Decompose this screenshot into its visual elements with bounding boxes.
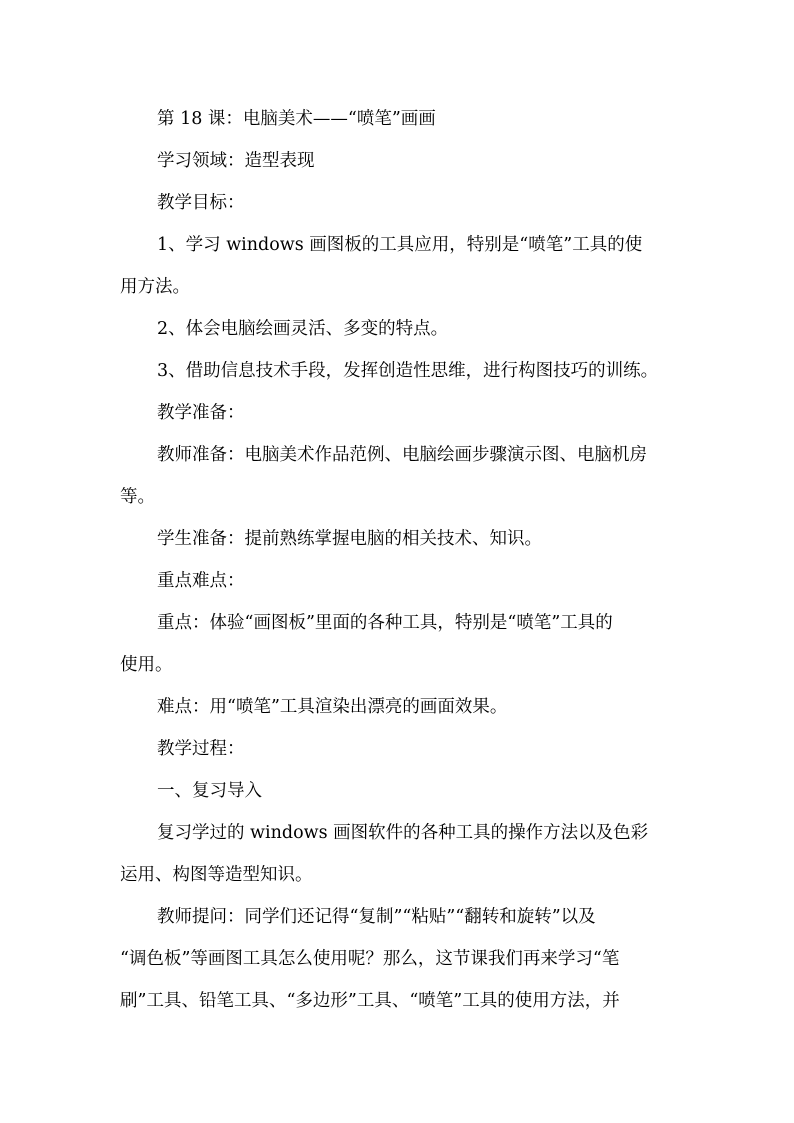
teacher-preparation-line-1: 教师准备：电脑美术作品范例、电脑绘画步骤演示图、电脑机房: [157, 445, 647, 465]
heading-key-difficult-points: 重点难点：: [157, 571, 245, 591]
goal-1-line-1: 1、学习 windows 画图板的工具应用，特别是“喷笔”工具的使: [157, 235, 643, 255]
heading-teaching-process: 教学过程：: [157, 739, 245, 759]
review-line-2: 运用、构图等造型知识。: [120, 865, 313, 885]
lesson-title: 第 18 课：电脑美术——“喷笔”画画: [157, 109, 436, 129]
goal-2: 2、体会电脑绘画灵活、多变的特点。: [157, 319, 449, 339]
teacher-question-line-3: 刷”工具、铅笔工具、“多边形”工具、“喷笔”工具的使用方法，并: [120, 991, 620, 1011]
heading-teaching-preparation: 教学准备：: [157, 403, 245, 423]
teacher-question-line-2: “调色板”等画图工具怎么使用呢？那么，这节课我们再来学习“笔: [120, 949, 620, 969]
heading-teaching-goals: 教学目标：: [157, 193, 245, 213]
student-preparation: 学生准备：提前熟练掌握电脑的相关技术、知识。: [157, 529, 542, 549]
goal-3: 3、借助信息技术手段，发挥创造性思维，进行构图技巧的训练。: [157, 361, 659, 381]
goal-1-line-2: 用方法。: [120, 277, 190, 297]
difficult-point: 难点：用“喷笔”工具渲染出漂亮的画面效果。: [157, 697, 508, 717]
teacher-preparation-line-2: 等。: [120, 487, 155, 507]
review-line-1: 复习学过的 windows 画图软件的各种工具的操作方法以及色彩: [157, 823, 649, 843]
key-point-line-1: 重点：体验“画图板”里面的各种工具，特别是“喷笔”工具的: [157, 613, 613, 633]
learning-area: 学习领域：造型表现: [157, 151, 315, 171]
section-review-intro: 一、复习导入: [157, 781, 262, 801]
key-point-line-2: 使用。: [120, 655, 173, 675]
teacher-question-line-1: 教师提问：同学们还记得“复制”“粘贴”“翻转和旋转”以及: [157, 907, 596, 927]
